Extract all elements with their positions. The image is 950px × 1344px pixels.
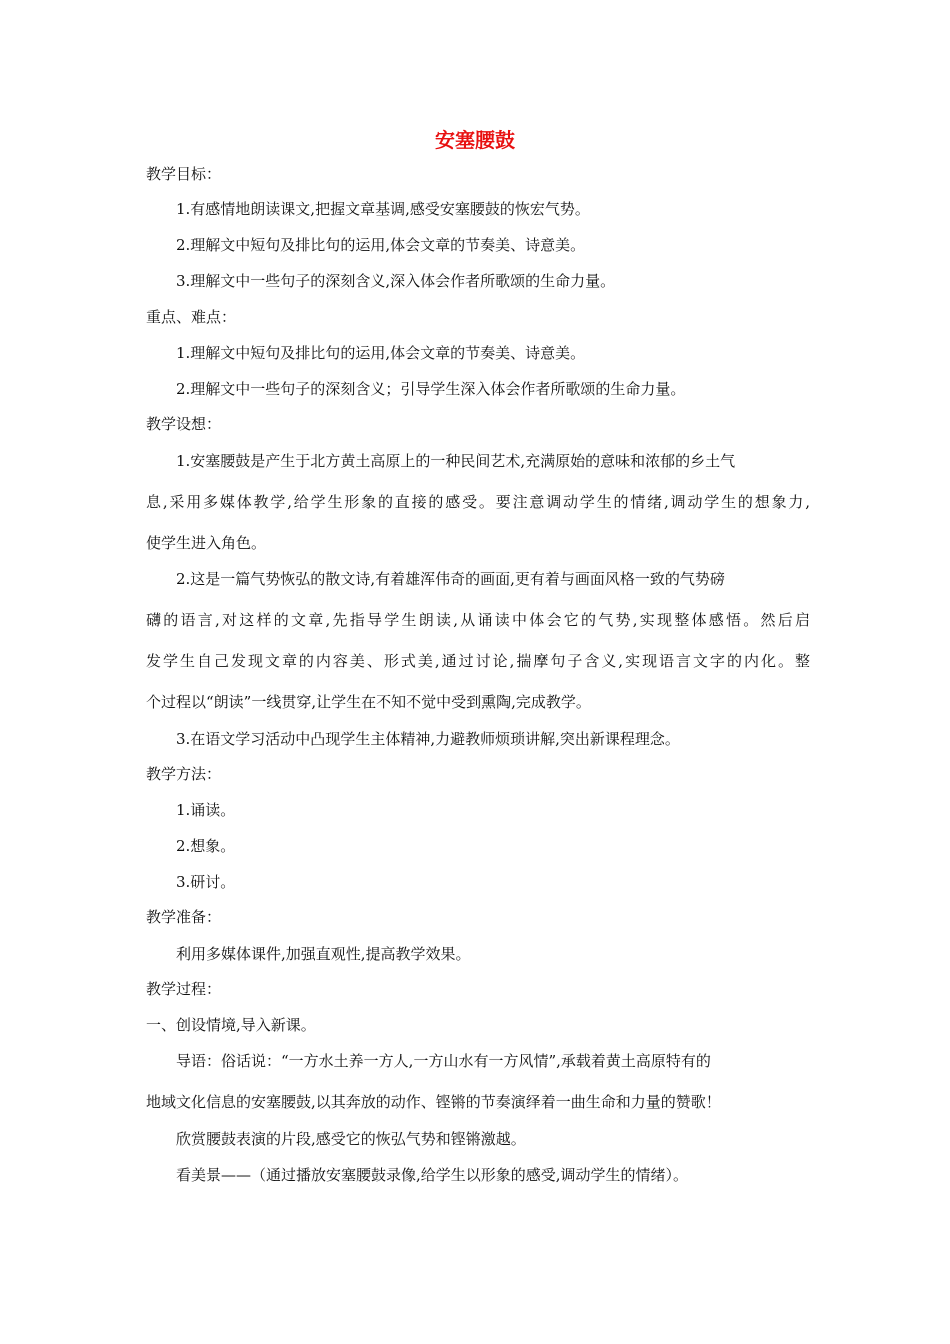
goal-item: 1.有感情地朗读课文,把握文章基调,感受安塞腰鼓的恢宏气势。 (176, 200, 590, 218)
goal-item: 2.理解文中短句及排比句的运用,体会文章的节奏美、诗意美。 (176, 236, 586, 254)
section-heading-prep: 教学准备： (146, 908, 222, 926)
design-paragraph-1-line: 使学生进入角色。 (146, 534, 267, 552)
design-paragraph-2-line: 发学生自己发现文章的内容美、形式美,通过讨论,揣摩句子含义,实现语言文字的内化。整 (146, 652, 810, 670)
focus-item: 1.理解文中短句及排比句的运用,体会文章的节奏美、诗意美。 (176, 344, 586, 362)
process-watch-text: 欣赏腰鼓表演的片段,感受它的恢弘气势和铿锵激越。 (176, 1130, 526, 1148)
section-heading-goals: 教学目标： (146, 165, 222, 183)
design-paragraph-2-line: 2.这是一篇气势恢弘的散文诗,有着雄浑伟奇的画面,更有着与画面风格一致的气势磅 (176, 570, 725, 588)
section-heading-methods: 教学方法： (146, 765, 222, 783)
process-intro-line: 导语：俗话说：“一方水土养一方人,一方山水有一方风情”,承载着黄土高原特有的 (176, 1052, 711, 1070)
process-scene-text: 看美景——（通过播放安塞腰鼓录像,给学生以形象的感受,调动学生的情绪）。 (176, 1166, 689, 1184)
focus-item: 2.理解文中一些句子的深刻含义；引导学生深入体会作者所歌颂的生命力量。 (176, 380, 686, 398)
process-step-1: 一、创设情境,导入新课。 (146, 1016, 316, 1034)
design-paragraph-1-line: 1.安塞腰鼓是产生于北方黄土高原上的一种民间艺术,充满原始的意味和浓郁的乡土气 (176, 452, 736, 470)
design-paragraph-2-line: 礴的语言,对这样的文章,先指导学生朗读,从诵读中体会它的气势,实现整体感悟。然后启 (146, 611, 810, 629)
section-heading-focus: 重点、难点： (146, 308, 237, 326)
section-heading-process: 教学过程： (146, 980, 222, 998)
method-item: 2.想象。 (176, 837, 236, 855)
method-item: 3.研讨。 (176, 873, 236, 891)
document-title: 安塞腰鼓 (435, 128, 515, 152)
design-paragraph-1-line: 息,采用多媒体教学,给学生形象的直接的感受。要注意调动学生的情绪,调动学生的想象力, (146, 493, 810, 511)
prep-text: 利用多媒体课件,加强直观性,提高教学效果。 (176, 945, 471, 963)
goal-item: 3.理解文中一些句子的深刻含义,深入体会作者所歌颂的生命力量。 (176, 272, 616, 290)
section-heading-design: 教学设想： (146, 415, 222, 433)
method-item: 1.诵读。 (176, 801, 236, 819)
design-paragraph-2-line: 个过程以“朗读”一线贯穿,让学生在不知不觉中受到熏陶,完成教学。 (146, 693, 591, 711)
design-paragraph-3: 3.在语文学习活动中凸现学生主体精神,力避教师烦琐讲解,突出新课程理念。 (176, 730, 680, 748)
process-intro-line: 地域文化信息的安塞腰鼓,以其奔放的动作、铿锵的节奏演绎着一曲生命和力量的赞歌！ (146, 1093, 721, 1111)
